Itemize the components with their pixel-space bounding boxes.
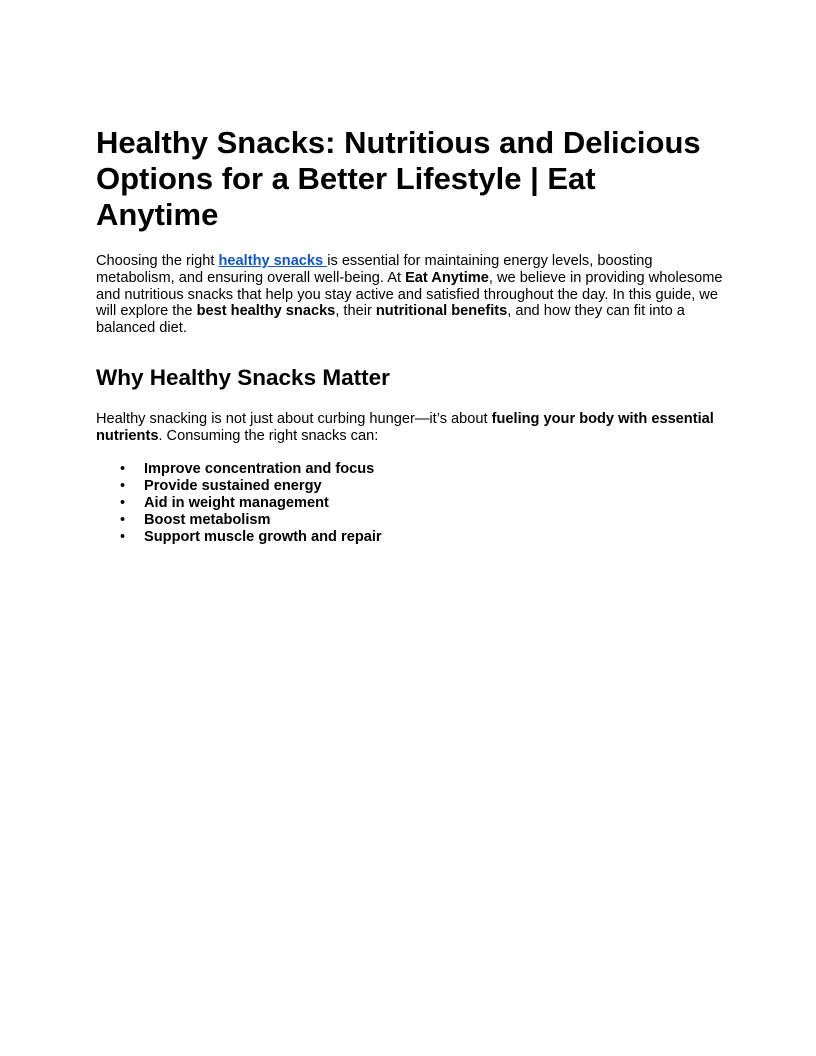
section-paragraph	[96, 411, 724, 445]
healthy-snacks-link[interactable]: healthy snacks	[218, 253, 328, 269]
intro-text-1: Choosing the right	[96, 253, 219, 269]
list-item	[120, 528, 724, 546]
document-page	[96, 125, 724, 546]
bullet-icon: •	[120, 460, 126, 477]
bullet-icon: •	[120, 477, 126, 494]
list-item-text: Provide sustained energy	[144, 477, 322, 494]
section-bold-nutrients: fueling your body with essential nutrients	[96, 410, 714, 444]
intro-paragraph	[96, 253, 724, 337]
list-item	[120, 511, 724, 529]
list-item	[120, 460, 724, 478]
bullet-icon: •	[120, 528, 126, 545]
bullet-icon: •	[120, 494, 126, 511]
intro-bold-nutritional-benefits: nutritional benefits	[375, 303, 508, 320]
bullet-icon: •	[120, 511, 126, 528]
list-item	[120, 477, 724, 495]
page-title: Healthy Snacks: Nutritious and Delicious Options for a Better Lifestyle | Eat Anytime	[96, 125, 701, 232]
intro-bold-best-snacks: best healthy snacks	[196, 303, 336, 320]
intro-bold-brand: Eat Anytime	[405, 269, 489, 286]
section-text-2: . Consuming the right snacks can:	[158, 427, 379, 444]
list-item-text: Boost metabolism	[144, 511, 271, 528]
intro-text-2: is essential for maintaining energy levels, boosting metabolism, and ensuring overall well-being. At	[96, 253, 653, 286]
benefits-list	[96, 461, 724, 546]
list-item-text: Aid in weight management	[144, 494, 329, 511]
intro-text-3: , we believe in providing wholesome and nutritious snacks that help you stay active and satisfied throughout the day. In this guide, we will explore the	[96, 269, 723, 320]
section-text-1: Healthy snacking is not just about curbing hunger—it’s about	[96, 410, 492, 427]
intro-text-4: , their	[335, 303, 376, 320]
list-item-text: Support muscle growth and repair	[144, 528, 382, 545]
list-item	[120, 494, 724, 512]
section-heading: Why Healthy Snacks Matter	[96, 364, 390, 390]
intro-text-5: , and how they can fit into a balanced diet.	[96, 303, 685, 337]
list-item-text: Improve concentration and focus	[144, 460, 375, 477]
